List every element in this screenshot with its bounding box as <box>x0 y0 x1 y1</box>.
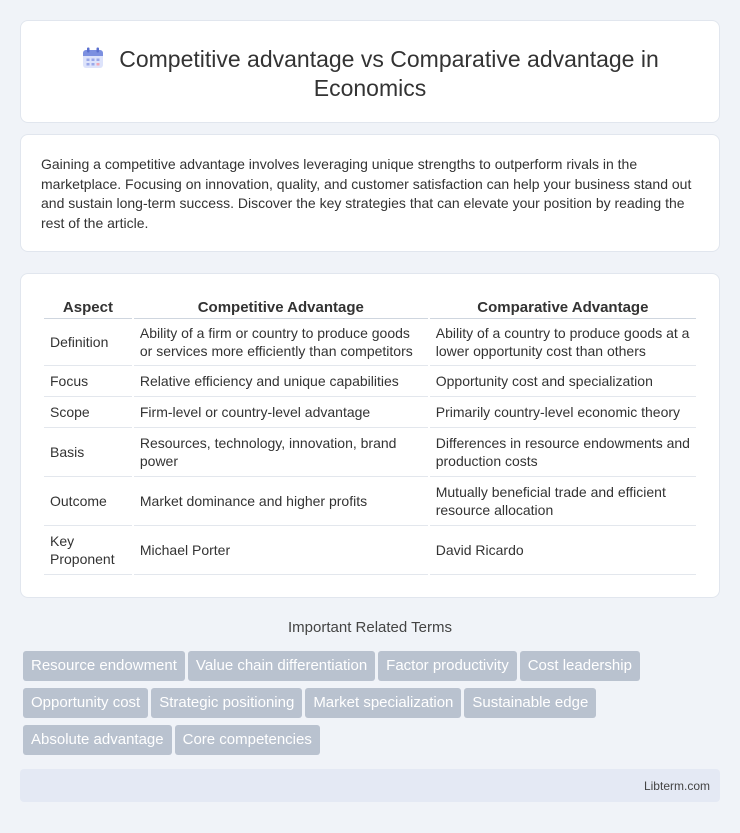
tag-resource-endowment[interactable]: Resource endowment <box>23 651 185 681</box>
related-terms-list <box>23 651 723 762</box>
comparison-table <box>42 296 698 575</box>
table-row <box>44 428 696 477</box>
header-comparative: Comparative Advantage <box>430 296 696 319</box>
tag-sustainable-edge[interactable]: Sustainable edge <box>464 688 596 718</box>
row-aspect: Basis <box>44 428 132 477</box>
row-competitive: Ability of a firm or country to produce goods or services more efficiently than competitors <box>134 319 428 366</box>
row-comparative: Opportunity cost and specialization <box>430 366 696 397</box>
intro-card <box>20 134 720 252</box>
row-aspect: Outcome <box>44 477 132 526</box>
tag-strategic-positioning[interactable]: Strategic positioning <box>151 688 302 718</box>
tag-absolute-advantage[interactable]: Absolute advantage <box>23 725 172 755</box>
row-comparative: David Ricardo <box>430 526 696 575</box>
tag-opportunity-cost[interactable]: Opportunity cost <box>23 688 148 718</box>
footer <box>20 769 720 802</box>
page-title: Competitive advantage vs Comparative advantage in Economics <box>119 46 659 101</box>
row-aspect: Focus <box>44 366 132 397</box>
table-row <box>44 477 696 526</box>
row-comparative: Ability of a country to produce goods at a lower opportunity cost than others <box>430 319 696 366</box>
row-competitive: Relative efficiency and unique capabilities <box>134 366 428 397</box>
related-terms-heading: Important Related Terms <box>288 619 452 636</box>
calendar-icon <box>81 46 105 70</box>
intro-paragraph: Gaining a competitive advantage involves leveraging unique strengths to outperform rivals in the marketplace. Focusing on innovation, quality, and customer satisfaction can help your business stand out and sustain long-term success. Discover the key strategies that can elevate your position by reading the rest of the article. <box>41 156 692 231</box>
table-header-row <box>44 296 696 319</box>
tag-core-competencies[interactable]: Core competencies <box>175 725 320 755</box>
tag-value-chain-differentiation[interactable]: Value chain differentiation <box>188 651 375 681</box>
tag-market-specialization[interactable]: Market specialization <box>305 688 461 718</box>
footer-site-link[interactable]: Libterm.com <box>643 779 710 793</box>
tag-factor-productivity[interactable]: Factor productivity <box>378 651 517 681</box>
row-competitive: Market dominance and higher profits <box>134 477 428 526</box>
table-row <box>44 397 696 428</box>
tag-cost-leadership[interactable]: Cost leadership <box>520 651 640 681</box>
row-competitive: Resources, technology, innovation, brand power <box>134 428 428 477</box>
row-comparative: Primarily country-level economic theory <box>430 397 696 428</box>
row-comparative: Differences in resource endowments and production costs <box>430 428 696 477</box>
header-competitive: Competitive Advantage <box>134 296 428 319</box>
row-aspect: Key Proponent <box>44 526 132 575</box>
table-row <box>44 526 696 575</box>
page-title-wrap <box>21 45 719 103</box>
row-competitive: Michael Porter <box>134 526 428 575</box>
row-competitive: Firm-level or country-level advantage <box>134 397 428 428</box>
row-comparative: Mutually beneficial trade and efficient resource allocation <box>430 477 696 526</box>
comparison-table-card <box>20 273 720 598</box>
title-card <box>20 20 720 123</box>
table-row <box>44 319 696 366</box>
header-aspect: Aspect <box>44 296 132 319</box>
row-aspect: Scope <box>44 397 132 428</box>
row-aspect: Definition <box>44 319 132 366</box>
table-row <box>44 366 696 397</box>
